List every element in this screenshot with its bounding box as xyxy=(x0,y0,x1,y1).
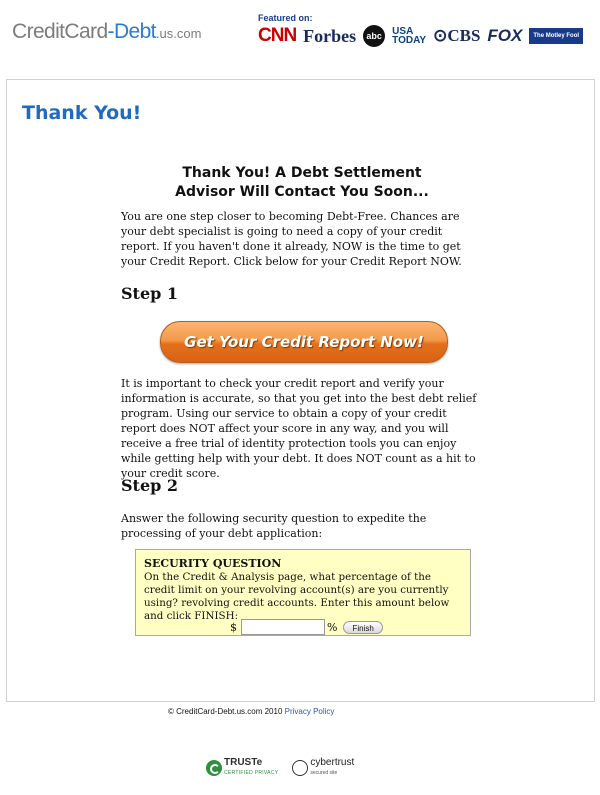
cybertrust-badge[interactable]: cybertrust secured site xyxy=(310,757,355,776)
page-title: Thank You! xyxy=(22,102,142,124)
copyright-text: © CreditCard-Debt.us.com 2010 xyxy=(168,707,283,716)
site-header xyxy=(0,0,600,58)
usa-today-logo: USA TODAY xyxy=(392,26,427,46)
step2-heading: Step 2 xyxy=(121,476,179,495)
cnn-logo: CNN xyxy=(258,25,297,46)
site-logo[interactable]: CreditCard-Debt.us.com xyxy=(12,20,202,43)
content-column xyxy=(121,164,483,634)
trust-badges xyxy=(206,758,354,778)
fox-logo: FOX xyxy=(487,26,523,45)
forbes-logo: Forbes xyxy=(303,25,357,46)
percent-sign: % xyxy=(327,620,338,634)
step2-paragraph: Answer the following security question to expedite the processing of your debt application: xyxy=(121,512,427,540)
privacy-policy-link[interactable]: Privacy Policy xyxy=(284,707,335,716)
answer-row xyxy=(230,619,383,635)
main-content-frame xyxy=(6,79,595,702)
abc-logo: abc xyxy=(363,25,385,47)
security-question-text: On the Credit & Analysis page, what percentage of the credit limit on your revolving account(s) are you currently using? revolving credit accounts. Enter this amount below and click FINISH: xyxy=(144,571,450,622)
finish-button[interactable]: Finish xyxy=(343,621,382,634)
featured-on-label: Featured on: xyxy=(258,13,313,23)
media-logos xyxy=(258,24,583,48)
security-question-box xyxy=(135,549,471,636)
confirmation-headline: Thank You! A Debt Settlement Advisor Will Contact You Soon... xyxy=(175,165,429,200)
dollar-sign: $ xyxy=(230,620,237,634)
intro-paragraph: You are one step closer to becoming Debt-Free. Chances are your debt specialist is going to need a copy of your credit report. If you haven't done it already, NOW is the time to get your Credit Report. Click below for your Credit Report NOW. xyxy=(121,210,462,268)
motley-fool-logo: The Motley Fool xyxy=(529,28,583,44)
get-credit-report-button[interactable]: Get Your Credit Report Now! xyxy=(160,321,448,363)
footer xyxy=(168,707,334,716)
truste-seal-icon xyxy=(206,760,222,776)
step1-paragraph: It is important to check your credit report and verify your information is accurate, so that you get into the best debt relief program. Using our service to obtain a copy of your credit report does NOT affect your score in any way, and you will receive a free trial of identity protection tools you can enjoy while getting help with your debt. It does NOT count as a hit to your credit score. xyxy=(121,377,477,480)
step1-heading: Step 1 xyxy=(121,284,179,303)
cbs-logo: ⊙CBS xyxy=(433,26,481,45)
cybertrust-seal-icon xyxy=(292,760,308,776)
credit-usage-input[interactable] xyxy=(241,619,325,635)
truste-badge[interactable]: TRUSTe CERTIFIED PRIVACY xyxy=(224,757,279,776)
security-question-title: SECURITY QUESTION xyxy=(144,557,282,570)
